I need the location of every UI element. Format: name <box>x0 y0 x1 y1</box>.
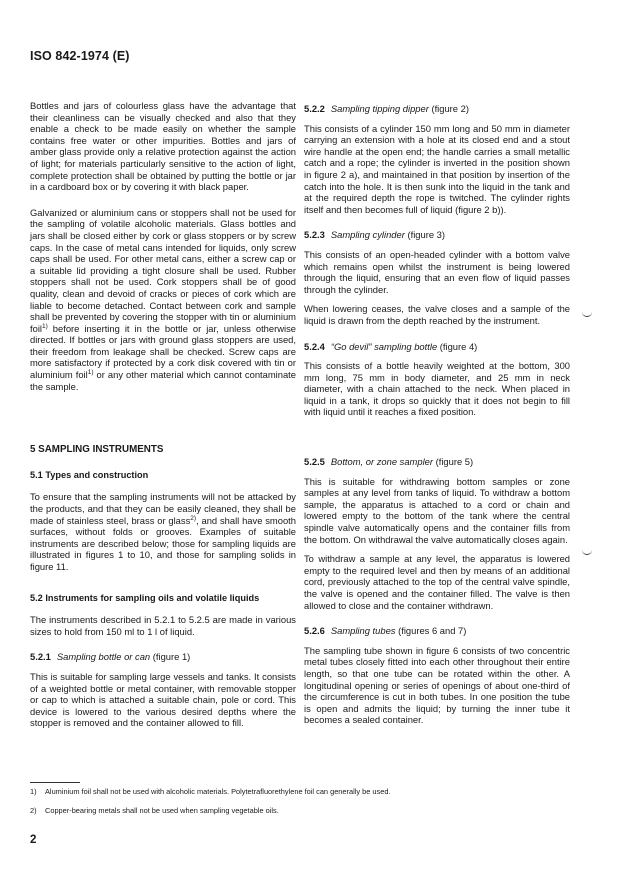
paragraph-sampling-cylinder-1: This consists of an open-headed cylinder with a bottom valve which remains open whilst the instrument is being lowered through the liquid, ensuring that an even flow of liquid passes through the cylinder. <box>304 248 570 295</box>
section-heading-5-2-3: 5.2.3 Sampling cylinder (figure 3) <box>304 229 445 241</box>
footnotes <box>30 787 590 825</box>
left-column <box>30 100 296 737</box>
paragraph-sampling-cylinder-2: When lowering ceases, the valve closes and a sample of the liquid is drawn from the depth reached by the instrument. <box>304 303 570 326</box>
footnote-ref[interactable]: 1) <box>41 322 48 330</box>
section-heading-5-2-5: 5.2.5 Bottom, or zone sampler (figure 5) <box>304 456 474 468</box>
right-column <box>304 103 570 734</box>
paragraph-closures: Galvanized or aluminium cans or stoppers shall not be used for the sampling of volatile alcoholic materials. Glass bottles and jars shall be closed either by cork or glass stoppers or by screw caps. In the case of metal cans intended for liquids, only screw caps shall be used. For other metal cans, either a screw cap or a suitable lid providing a tight closure shall be used. Rubber stoppers shall not be used. Cork stoppers shall be of good quality, clean and devoid of cracks or pieces of cork which are liable to become detached. Contact between cork and sample shall be prevented by covering the stopper with tin or aluminium foil$^{1)}$ before inserting it in the bottle or jar, unless otherwise directed. If bottles or jars with ground glass stoppers are used, their freedom from leakage shall be checked. Screw caps are more satisfactory if protected by a cork disk covered with tin or aluminium foil$^{1)}$ or any other material which cannot contaminate the sample. <box>30 206 296 392</box>
document-header: ISO 842-1974 (E) <box>30 49 130 63</box>
section-heading-5-2-2: 5.2.2 Sampling tipping dipper (figure 2) <box>304 103 469 114</box>
paragraph-tipping-dipper: This consists of a cylinder 150 mm long and 50 mm in diameter carrying an extension with a hole at its closed end and a stout wire handle at the open end; the handle carries a small metallic catch and a rope; the cylinder is inverted in the position shown in figure 2 a), and maintained in that position by insertion of the catch into the hole. It is then sunk into the liquid in the tank and at the required depth the rope is twitched. The cylinder rights itself and then becomes full of liquid (figure 2 b)). <box>304 122 570 215</box>
paragraph-sampling-bottle: This is suitable for sampling large vessels and tanks. It consists of a weighted bottle or metal container, with removable stopper or cap to which is attached a suitable chain, pole or cord. This device is lowered to the various desired depths where the stopper is removed and the container allowed to fill. <box>30 670 296 729</box>
footnote-divider <box>30 782 80 783</box>
footnote-1: 1) Aluminium foil shall not be used with alcoholic materials. Polytetrafluorethylene foil can generally be used. <box>30 787 391 796</box>
section-heading-5-2-4: 5.2.4 “Go devil” sampling bottle (figure 4) <box>304 340 478 352</box>
footnote-ref[interactable]: 2) <box>190 514 197 522</box>
footnote-2: 2) Copper-bearing metals shall not be used when sampling vegetable oils. <box>30 806 279 815</box>
section-heading-5-2: 5.2 Instruments for sampling oils and volatile liquids <box>30 592 260 603</box>
margin-mark-icon <box>582 312 592 317</box>
section-heading-5: 5 SAMPLING INSTRUMENTS <box>30 444 164 456</box>
section-heading-5-1: 5.1 Types and construction <box>30 469 149 480</box>
paragraph-zone-sampler-2: To withdraw a sample at any level, the apparatus is lowered empty to the required level and then by means of an additional cord, previously attached to the top of the central valve spindle, the valve is opened and the container filled. The valve is then allowed to close and the container withdrawn. <box>304 553 570 611</box>
paragraph-go-devil: This consists of a bottle heavily weighted at the bottom, 300 mm long, 75 mm in body diameter, and 25 mm in neck diameter, with a chain attached to the neck. When placed in liquid in a tank, it drops so quickly that it does not begin to fill with liquid until it reaches a fixed position. <box>304 360 570 418</box>
paragraph-types-construction: To ensure that the sampling instruments will not be attacked by the products, and that they can be easily cleaned, they shall be made of stainless steel, brass or glass$^{2)}$, and shall have smooth surfaces, without folds or grooves. Examples of suitable instruments are described below; those for sampling liquids are illustrated in figures 1 to 10, and those for sampling solids in figure 11. <box>30 491 296 572</box>
paragraph-sampling-tubes: The sampling tube shown in figure 6 consists of two concentric metal tubes closely fitted into each other throughout their entire length, so that one tube can be rotated within the other. A longitudinal opening or series of openings of about one-third of the circumference is cut in both tubes. In one position the tube is open and admits the liquid; by turning the inner tube it becomes a sealed container. <box>304 644 570 726</box>
section-heading-5-2-6: 5.2.6 Sampling tubes (figures 6 and 7) <box>304 625 467 637</box>
footnote-ref[interactable]: 1) <box>87 369 94 377</box>
margin-mark-icon <box>582 550 592 555</box>
paragraph-instrument-sizes: The instruments described in 5.2.1 to 5.2.5 are made in various sizes to hold from 150 ml to 1 l of liquid. <box>30 614 296 637</box>
page-number: 2 <box>30 834 37 846</box>
paragraph-glass-containers: Bottles and jars of colourless glass have the advantage that their cleanliness can be visually checked and also that they enable a check to be made easily on whether the sample contains free water or other impurities. Bottles and jars of amber glass provide only a relative protection against the action of light; for materials particularly sensitive to the action of light, complete protection shall be obtained by putting the bottle or jar in a cardboard box or by covering it with black paper. <box>30 100 296 193</box>
paragraph-zone-sampler-1: This is suitable for withdrawing bottom samples or zone samples at any level from tanks of liquid. To withdraw a bottom sample, the apparatus is attached to a cord or chain and lowered empty to the bottom of the tank where the central spindle valve automatically opens and the container fills from the bottom. On withdrawal the valve automatically closes again. <box>304 475 570 545</box>
section-heading-5-2-1: 5.2.1 Sampling bottle or can (figure 1) <box>30 651 191 663</box>
